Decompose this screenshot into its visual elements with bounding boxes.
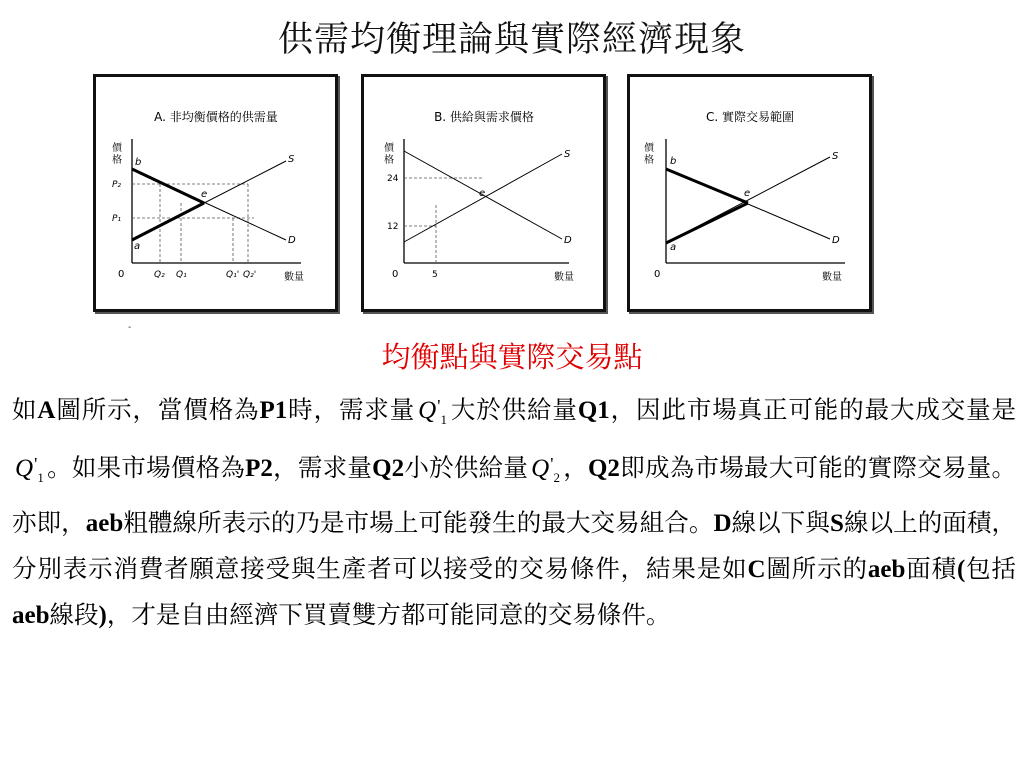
- chart-panel-c: [627, 74, 872, 312]
- chart-a-ytick-p1: P₁: [112, 214, 122, 224]
- math-q1-prime: $Q'_1$: [418, 396, 447, 427]
- math-q2-prime: $Q'_2$: [531, 454, 560, 485]
- chart-a-xtick-q1p: Q₁': [226, 270, 240, 280]
- chart-a-curve-d: D: [288, 235, 296, 246]
- chart-a-title: A. 非均衡價格的供需量: [154, 110, 278, 124]
- chart-a-ytick-p2: P₂: [112, 180, 122, 190]
- chart-a-svg: [96, 77, 335, 309]
- chart-c-point-b: b: [670, 156, 677, 167]
- chart-a-y-axis-label-1: 價: [112, 143, 122, 154]
- chart-c-title: C. 實際交易範圍: [705, 110, 795, 124]
- chart-a-point-e: e: [201, 189, 208, 200]
- chart-c-origin: 0: [654, 269, 661, 280]
- chart-a-xtick-q2: Q₂: [154, 270, 165, 280]
- slide-title: 供需均衡理論與實際經濟現象: [277, 20, 746, 60]
- chart-c-y-axis-label-1: 價: [644, 143, 654, 154]
- chart-c-point-a: a: [670, 242, 677, 253]
- section-subtitle: 均衡點與實際交易點: [381, 340, 643, 374]
- chart-b-y-axis-label-1: 價: [384, 143, 394, 154]
- stray-dash: -: [128, 322, 132, 333]
- math-q1-prime-2: $Q'_1$: [15, 454, 44, 485]
- chart-b-y-axis-label-2: 格: [384, 155, 394, 166]
- chart-b-x-axis-label: 數量: [554, 272, 574, 283]
- chart-a-y-axis-label-2: 格: [112, 155, 122, 166]
- chart-b-point-e: e: [479, 188, 486, 199]
- chart-c-curve-s: S: [832, 151, 839, 162]
- chart-b-ytick-12: 12: [387, 222, 399, 232]
- chart-a-xtick-q2p: Q₂': [243, 270, 257, 280]
- chart-a-point-b: b: [135, 157, 142, 168]
- chart-c-point-e: e: [744, 188, 751, 199]
- chart-c-curve-d: D: [832, 235, 840, 246]
- chart-c-y-axis-label-2: 格: [644, 155, 654, 166]
- chart-panel-b: [361, 74, 606, 312]
- chart-b-origin: 0: [392, 269, 399, 280]
- chart-c-x-axis-label: 數量: [822, 272, 842, 283]
- chart-b-svg: [364, 77, 603, 309]
- chart-a-x-axis-label: 數量: [284, 272, 304, 283]
- chart-b-xtick-5: 5: [432, 270, 438, 280]
- body-paragraph: 如A圖所示，當價格為P1時，需求量 $Q'_1$ 大於供給量Q1，因此市場真正可能的最大成交量是$Q'_1$ 。如果市場價格為P2，需求量Q2小於供給量 $Q'_2$ ，Q2即成為市場最大可能的實際交易量。亦即，aeb粗體線所表示的乃是市場上可能發生的最大交易組合。D線以下與S線以上的面積，分別表示消費者願意接受與生產者可以接受的交易條件，結果是如C圖所示的aeb面積(包括aeb線段)，才是自由經濟下買賣雙方都可能同意的交易條件。: [12, 395, 1017, 629]
- chart-c-svg: [630, 77, 869, 309]
- chart-b-curve-d: D: [564, 235, 572, 246]
- chart-a-origin: 0: [118, 269, 125, 280]
- chart-a-xtick-q1: Q₁: [176, 270, 187, 280]
- chart-b-curve-s: S: [564, 149, 571, 160]
- chart-b-ytick-24: 24: [387, 174, 399, 184]
- chart-b-title: B. 供給與需求價格: [434, 110, 534, 124]
- chart-a-curve-s: S: [288, 154, 295, 165]
- chart-panel-a: [93, 74, 338, 312]
- chart-a-point-a: a: [134, 241, 141, 252]
